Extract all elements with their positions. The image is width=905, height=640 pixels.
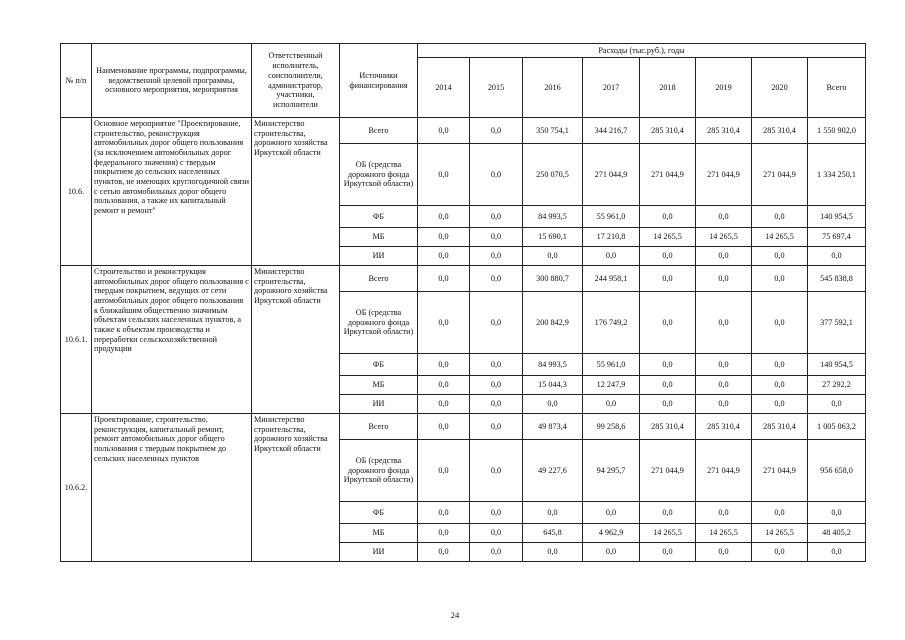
year-value: 0,0 <box>523 247 583 266</box>
year-value: 0,0 <box>640 266 696 292</box>
year-value: 84 993,5 <box>523 354 583 376</box>
row-code: 10.6.1. <box>61 266 92 414</box>
year-value: 94 295,7 <box>583 440 640 502</box>
year-value: 271 044,9 <box>640 144 696 206</box>
year-value: 0,0 <box>752 543 808 562</box>
year-value: 0,0 <box>470 266 523 292</box>
year-value: 0,0 <box>418 118 470 144</box>
year-value: 0,0 <box>640 502 696 524</box>
year-value: 350 754,1 <box>523 118 583 144</box>
year-value: 0,0 <box>696 266 752 292</box>
year-value: 0,0 <box>696 206 752 228</box>
year-value: 0,0 <box>640 247 696 266</box>
year-value: 285 310,4 <box>752 414 808 440</box>
funding-source: ОБ (средства дорожного фонда Иркутской области) <box>340 292 418 354</box>
funding-source: Всего <box>340 266 418 292</box>
year-value: 285 310,4 <box>640 118 696 144</box>
year-value: 0,0 <box>523 543 583 562</box>
year-value: 271 044,9 <box>640 440 696 502</box>
year-value: 344 216,7 <box>583 118 640 144</box>
year-value: 645,8 <box>523 524 583 543</box>
header-year: 2018 <box>640 58 696 118</box>
year-value: 0,0 <box>752 502 808 524</box>
year-value: 285 310,4 <box>640 414 696 440</box>
year-value: 0,0 <box>470 543 523 562</box>
year-value: 15 044,3 <box>523 376 583 395</box>
year-value: 15 690,1 <box>523 228 583 247</box>
year-value: 0,0 <box>418 206 470 228</box>
year-value: 0,0 <box>418 292 470 354</box>
year-value: 0,0 <box>696 292 752 354</box>
funding-source: Всего <box>340 414 418 440</box>
header-responsible: Ответственный исполнитель, соисполнители, администратор, участники, исполнители <box>252 44 340 118</box>
funding-source: МБ <box>340 524 418 543</box>
header-sources: Источники финансирования <box>340 44 418 118</box>
total-value: 0,0 <box>808 502 866 524</box>
funding-source: ОБ (средства дорожного фонда Иркутской области) <box>340 440 418 502</box>
header-name: Наименование программы, подпрограммы, ведомственной целевой программы, основного мероприятия, мероприятия <box>92 44 252 118</box>
year-value: 0,0 <box>583 247 640 266</box>
header-num: № п/п <box>61 44 92 118</box>
total-value: 1 005 063,2 <box>808 414 866 440</box>
year-value: 0,0 <box>470 376 523 395</box>
activity-name: Проектирование, строительство, реконструкция, капитальный ремонт, ремонт автомобильных дорог общего пользования с твердым покрытием до сельских населенных пунктов <box>92 414 252 562</box>
year-value: 250 070,5 <box>523 144 583 206</box>
year-value: 271 044,9 <box>696 144 752 206</box>
year-value: 0,0 <box>470 292 523 354</box>
year-value: 271 044,9 <box>583 144 640 206</box>
year-value: 285 310,4 <box>696 414 752 440</box>
responsible-executor: Министерство строительства, дорожного хозяйства Иркутской области <box>252 118 340 266</box>
year-value: 271 044,9 <box>696 440 752 502</box>
year-value: 14 265,5 <box>696 524 752 543</box>
year-value: 0,0 <box>752 354 808 376</box>
funding-source: ФБ <box>340 354 418 376</box>
year-value: 0,0 <box>470 502 523 524</box>
year-value: 176 749,2 <box>583 292 640 354</box>
year-value: 0,0 <box>640 292 696 354</box>
year-value: 0,0 <box>418 376 470 395</box>
year-value: 0,0 <box>418 502 470 524</box>
activity-name: Основное мероприятие "Проектирование, строительство, реконструкция автомобильных дорог общего пользования (за исключением автомобильных дорог федерального значения) с твердым покрытием до сельских населенных пунктов, не имеющих круглогодичной связи с сетью автомобильных дорог общего пользования, а также их капитальный ремонт и ремонт" <box>92 118 252 266</box>
funding-source: ОБ (средства дорожного фонда Иркутской области) <box>340 144 418 206</box>
year-value: 0,0 <box>418 524 470 543</box>
funding-source: МБ <box>340 228 418 247</box>
year-value: 0,0 <box>418 144 470 206</box>
year-value: 12 247,9 <box>583 376 640 395</box>
total-value: 140 954,5 <box>808 354 866 376</box>
year-value: 0,0 <box>418 414 470 440</box>
year-value: 0,0 <box>470 524 523 543</box>
year-value: 0,0 <box>640 543 696 562</box>
year-value: 0,0 <box>583 395 640 414</box>
year-value: 0,0 <box>418 247 470 266</box>
year-value: 285 310,4 <box>752 118 808 144</box>
year-value: 0,0 <box>470 395 523 414</box>
year-value: 0,0 <box>640 206 696 228</box>
year-value: 0,0 <box>640 354 696 376</box>
year-value: 0,0 <box>470 228 523 247</box>
total-value: 0,0 <box>808 247 866 266</box>
total-value: 956 658,0 <box>808 440 866 502</box>
year-value: 14 265,5 <box>696 228 752 247</box>
year-value: 0,0 <box>640 376 696 395</box>
funding-source: МБ <box>340 376 418 395</box>
total-value: 27 292,2 <box>808 376 866 395</box>
header-year: 2019 <box>696 58 752 118</box>
header-year: 2017 <box>583 58 640 118</box>
year-value: 0,0 <box>418 543 470 562</box>
year-value: 0,0 <box>470 206 523 228</box>
activity-name: Строительство и реконструкция автомобильных дорог общего пользования с твердым покрытием, ведущих от сети автомобильных дорог общего пользования к ближайшим общественно значимым объектам сельских населенных пунктов, а также к объектам производства и переработки сельскохозяйственной продукции <box>92 266 252 414</box>
row-code: 10.6. <box>61 118 92 266</box>
year-value: 300 880,7 <box>523 266 583 292</box>
year-value: 0,0 <box>752 206 808 228</box>
year-value: 14 265,5 <box>640 524 696 543</box>
year-value: 0,0 <box>696 543 752 562</box>
year-value: 0,0 <box>696 354 752 376</box>
year-value: 285 310,4 <box>696 118 752 144</box>
year-value: 0,0 <box>583 502 640 524</box>
funding-source: ФБ <box>340 206 418 228</box>
header-expenses: Расходы (тыс.руб.), годы <box>418 44 866 58</box>
year-value: 0,0 <box>523 395 583 414</box>
header-year: 2020 <box>752 58 808 118</box>
year-value: 0,0 <box>752 292 808 354</box>
row-code: 10.6.2. <box>61 414 92 562</box>
header-total: Всего <box>808 58 866 118</box>
year-value: 0,0 <box>583 543 640 562</box>
year-value: 55 961,0 <box>583 206 640 228</box>
year-value: 0,0 <box>470 414 523 440</box>
header-year: 2015 <box>470 58 523 118</box>
year-value: 0,0 <box>696 502 752 524</box>
year-value: 0,0 <box>640 395 696 414</box>
total-value: 140 954,5 <box>808 206 866 228</box>
year-value: 17 210,8 <box>583 228 640 247</box>
year-value: 244 958,1 <box>583 266 640 292</box>
year-value: 0,0 <box>752 376 808 395</box>
year-value: 55 961,0 <box>583 354 640 376</box>
year-value: 0,0 <box>470 440 523 502</box>
year-value: 0,0 <box>418 440 470 502</box>
total-value: 75 697,4 <box>808 228 866 247</box>
year-value: 0,0 <box>696 395 752 414</box>
year-value: 200 842,9 <box>523 292 583 354</box>
responsible-executor: Министерство строительства, дорожного хозяйства Иркутской области <box>252 266 340 414</box>
year-value: 271 044,9 <box>752 144 808 206</box>
table-row <box>61 414 866 440</box>
total-value: 0,0 <box>808 395 866 414</box>
total-value: 545 838,8 <box>808 266 866 292</box>
year-value: 49 227,6 <box>523 440 583 502</box>
year-value: 14 265,5 <box>752 524 808 543</box>
total-value: 1 550 902,0 <box>808 118 866 144</box>
total-value: 48 405,2 <box>808 524 866 543</box>
year-value: 0,0 <box>752 395 808 414</box>
year-value: 0,0 <box>418 266 470 292</box>
year-value: 14 265,5 <box>640 228 696 247</box>
header-year: 2016 <box>523 58 583 118</box>
total-value: 377 592,1 <box>808 292 866 354</box>
funding-source: ИИ <box>340 395 418 414</box>
year-value: 0,0 <box>470 354 523 376</box>
table-row <box>61 118 866 144</box>
year-value: 0,0 <box>418 228 470 247</box>
year-value: 0,0 <box>470 118 523 144</box>
year-value: 0,0 <box>752 266 808 292</box>
year-value: 0,0 <box>470 247 523 266</box>
year-value: 0,0 <box>696 376 752 395</box>
total-value: 1 334 250,1 <box>808 144 866 206</box>
year-value: 99 258,6 <box>583 414 640 440</box>
year-value: 271 044,9 <box>752 440 808 502</box>
year-value: 84 993,5 <box>523 206 583 228</box>
funding-source: ФБ <box>340 502 418 524</box>
year-value: 0,0 <box>418 354 470 376</box>
year-value: 0,0 <box>470 144 523 206</box>
header-year: 2014 <box>418 58 470 118</box>
table-row <box>61 266 866 292</box>
expenditure-table <box>60 43 866 562</box>
funding-source: Всего <box>340 118 418 144</box>
responsible-executor: Министерство строительства, дорожного хозяйства Иркутской области <box>252 414 340 562</box>
year-value: 49 873,4 <box>523 414 583 440</box>
year-value: 0,0 <box>523 502 583 524</box>
year-value: 0,0 <box>752 247 808 266</box>
funding-source: ИИ <box>340 247 418 266</box>
total-value: 0,0 <box>808 543 866 562</box>
funding-source: ИИ <box>340 543 418 562</box>
page-number: 24 <box>450 610 460 620</box>
year-value: 4 962,9 <box>583 524 640 543</box>
year-value: 0,0 <box>696 247 752 266</box>
year-value: 0,0 <box>418 395 470 414</box>
year-value: 14 265,5 <box>752 228 808 247</box>
